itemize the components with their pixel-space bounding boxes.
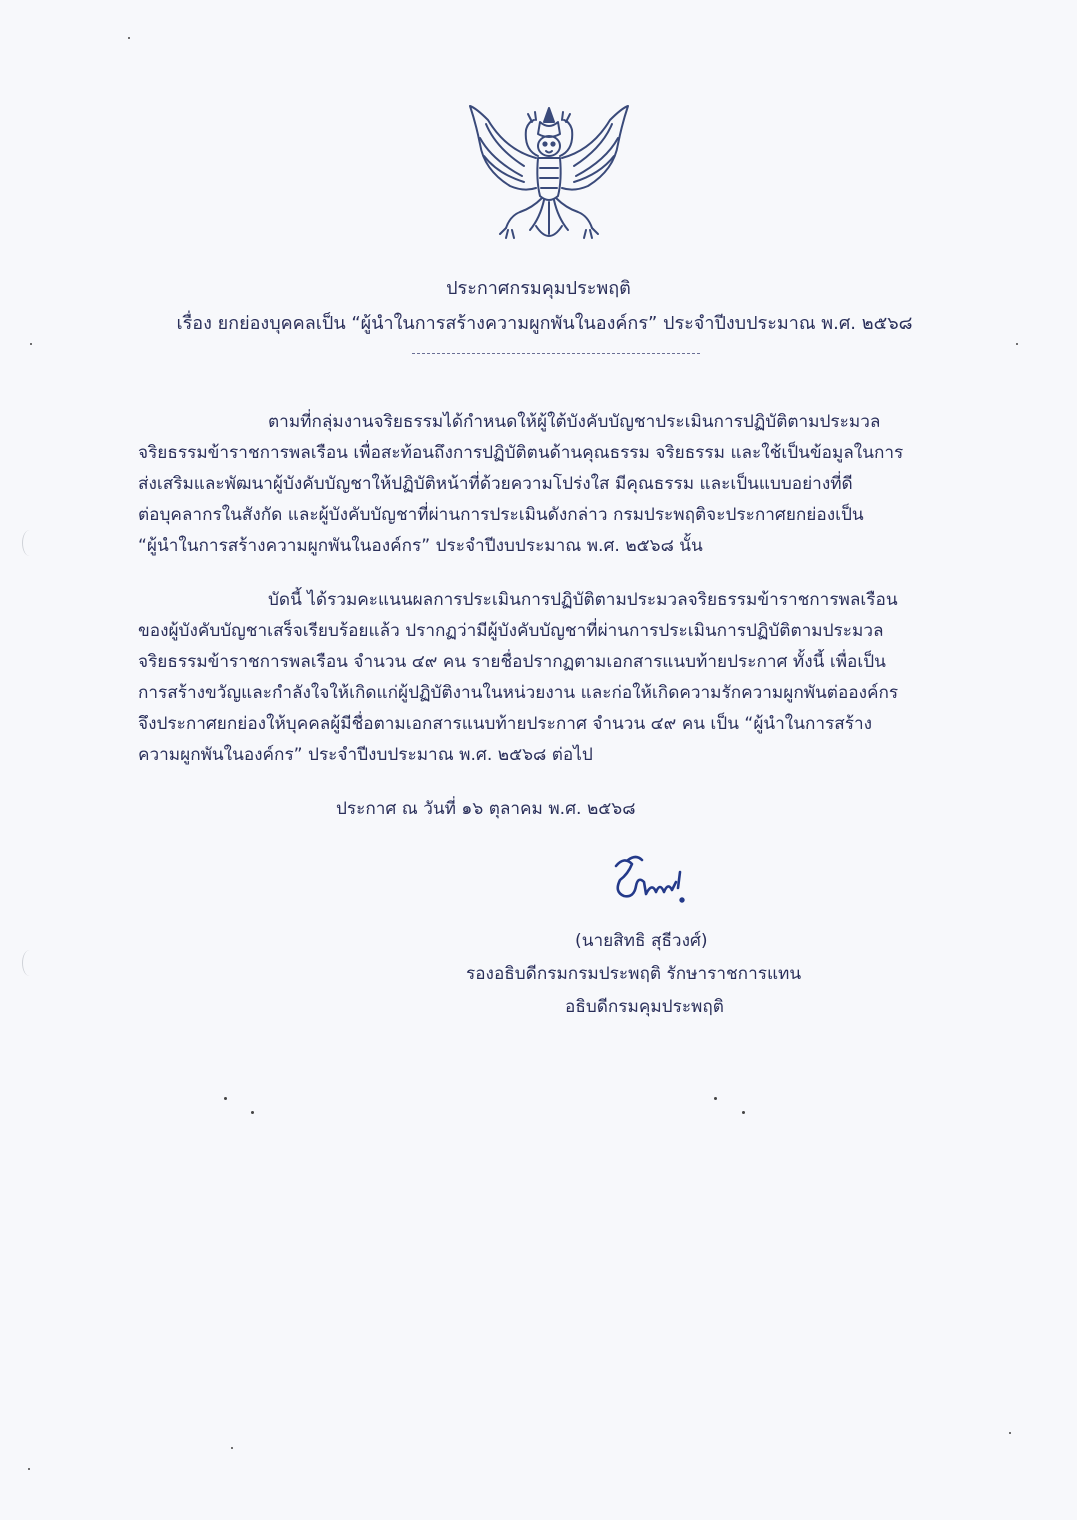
scan-speck [1009, 1432, 1011, 1434]
scan-speck [714, 1097, 717, 1100]
paragraph-line: บัดนี้ ได้รวมคะแนนผลการประเมินการปฏิบัติตามประมวลจริยธรรมข้าราชการพลเรือน [268, 590, 898, 610]
scan-speck [128, 37, 130, 39]
announcement-title: ประกาศกรมคุมประพฤติ [446, 278, 631, 299]
paragraph-line: จริยธรรมข้าราชการพลเรือน จำนวน ๔๙ คน รายชื่อปรากฏตามเอกสารแนบท้ายประกาศ ทั้งนี้ เพื่อเป็น [138, 652, 886, 672]
scan-speck [231, 1447, 233, 1449]
scan-speck [28, 1468, 30, 1470]
scan-speck [251, 1111, 254, 1114]
paragraph-line: จึงประกาศยกย่องให้บุคคลผู้มีชื่อตามเอกสารแนบท้ายประกาศ จำนวน ๔๙ คน เป็น “ผู้นำในการสร้าง [138, 714, 873, 734]
paragraph-1 [138, 407, 970, 562]
paragraph-line: ตามที่กลุ่มงานจริยธรรมได้กำหนดให้ผู้ใต้บังคับบัญชาประเมินการปฏิบัติตามประมวล [268, 412, 881, 432]
signer-position-2: อธิบดีกรมคุมประพฤติ [565, 997, 724, 1017]
announcement-subject: เรื่อง ยกย่องบุคคลเป็น “ผู้นำในการสร้างความผูกพันในองค์กร” ประจำปีงบประมาณ พ.ศ. ๒๕๖๘ [176, 313, 913, 334]
scan-speck [30, 343, 32, 345]
paragraph-line: “ผู้นำในการสร้างความผูกพันในองค์กร” ประจำปีงบประมาณ พ.ศ. ๒๕๖๘ นั้น [138, 536, 703, 556]
paragraph-line: ต่อบุคลากรในสังกัด และผู้บังคับบัญชาที่ผ่านการประเมินดังกล่าว กรมประพฤติจะประกาศยกย่องเป็น [138, 505, 864, 525]
paragraph-line: ความผูกพันในองค์กร” ประจำปีงบประมาณ พ.ศ. ๒๕๖๘ ต่อไป [138, 745, 593, 765]
paragraph-line: ส่งเสริมและพัฒนาผู้บังคับบัญชาให้ปฏิบัติหน้าที่ด้วยความโปร่งใส มีคุณธรรม และเป็นแบบอย่างที่ดี [138, 474, 853, 494]
scan-speck [1016, 343, 1018, 345]
scan-speck [22, 950, 37, 976]
paragraph-line: ของผู้บังคับบัญชาเสร็จเรียบร้อยแล้ว ปรากฏว่ามีผู้บังคับบัญชาที่ผ่านการประเมินการปฏิบัติตามประมวล [138, 621, 884, 641]
announcement-date: ประกาศ ณ วันที่ ๑๖ ตุลาคม พ.ศ. ๒๕๖๘ [336, 799, 636, 819]
paragraph-line: จริยธรรมข้าราชการพลเรือน เพื่อสะท้อนถึงการปฏิบัติตนด้านคุณธรรม จริยธรรม และใช้เป็นข้อมูลในการ [138, 443, 904, 463]
handwritten-signature [606, 852, 696, 908]
signer-position: รองอธิบดีกรมกรมประพฤติ รักษาราชการแทน [466, 964, 802, 984]
paragraph-2 [138, 585, 970, 771]
scan-speck [22, 530, 37, 556]
scan-speck [224, 1097, 227, 1100]
title-separator [412, 353, 700, 354]
paragraph-line: การสร้างขวัญและกำลังใจให้เกิดแก่ผู้ปฏิบัติงานในหน่วยงาน และก่อให้เกิดความรักความผูกพันต่อองค์กร [138, 683, 899, 703]
signer-name: (นายสิทธิ สุธีวงศ์) [575, 931, 708, 951]
garuda-emblem-icon [466, 100, 632, 250]
scan-speck [742, 1111, 745, 1114]
